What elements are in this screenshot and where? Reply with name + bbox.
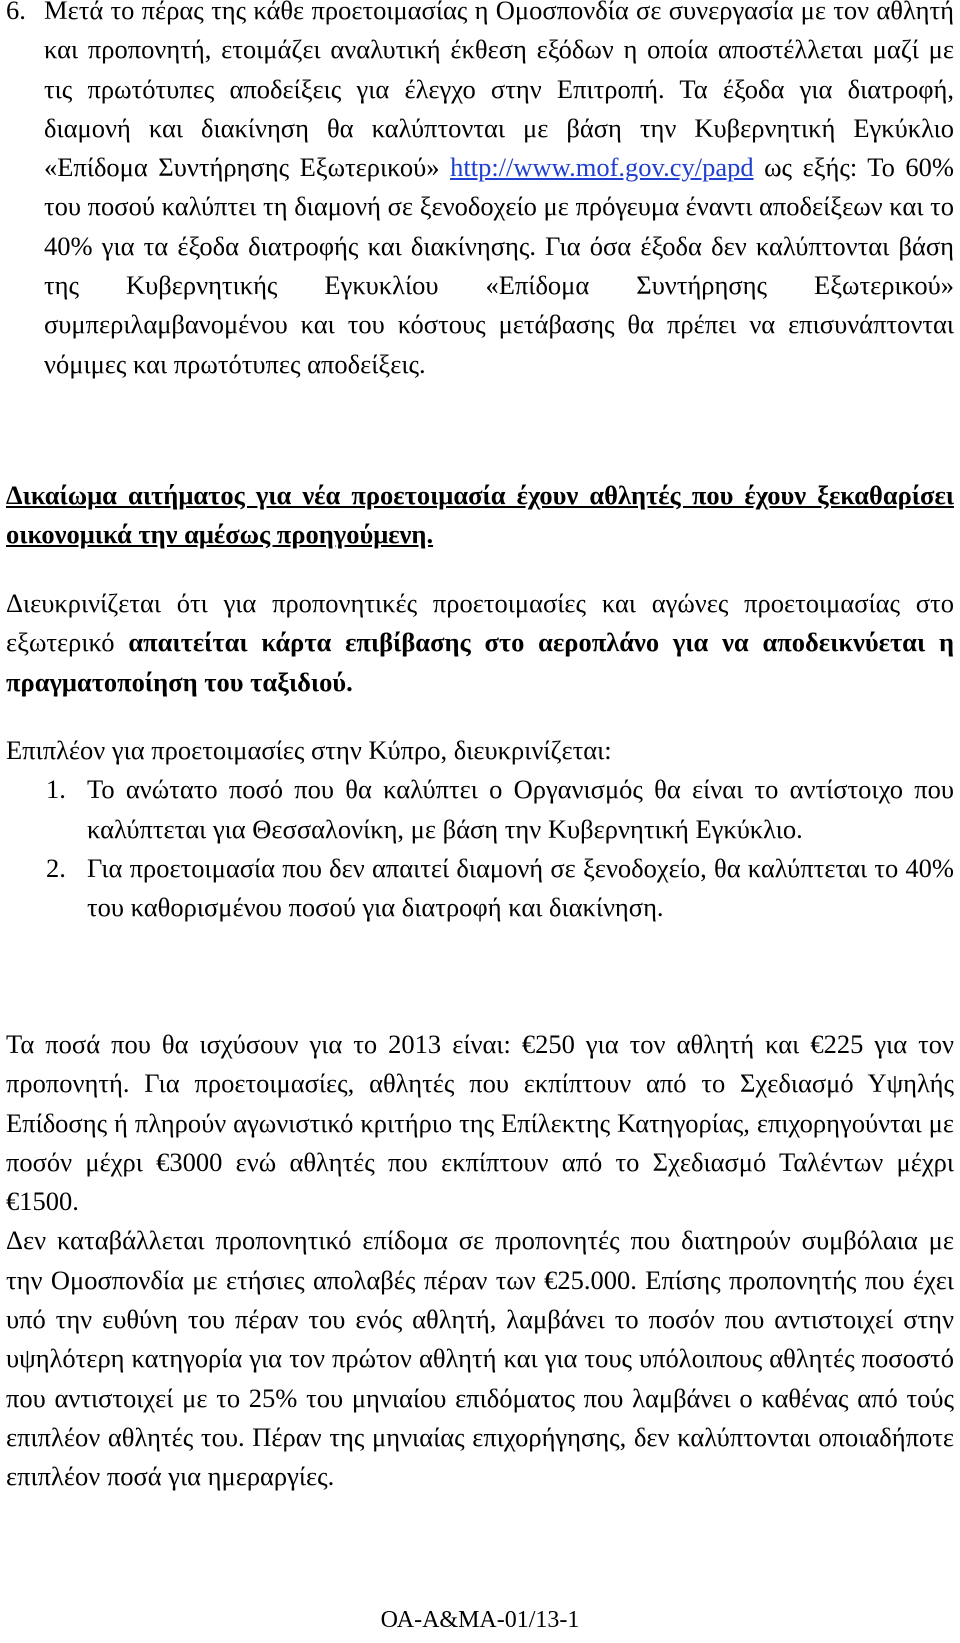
- cyprus-preparations-section: [6, 731, 954, 927]
- amounts-section: [6, 1025, 954, 1497]
- cyprus-intro: Επιπλέον για προετοιμασίες στην Κύπρο, διευκρινίζεται:: [6, 735, 612, 765]
- expense-report-paragraph: [44, 0, 954, 384]
- expense-report-text-continued: ως εξής: Το 60% του ποσού καλύπτει τη διαμονή σε ξενοδοχείο με πρόγευμα έναντι αποδείξεων και το 40% για τα έξοδα διατροφής και διακίνησης. Για όσα έξοδα δεν καλύπτονται βάση της Κυβερνητικής Εγκυκλίου «Επίδομα Συντήρησης Εξωτερικού» συμπεριλαμβανομένου και του κόστους μετάβασης θα πρέπει να επισυνάπτονται νόμιμες και πρωτότυπες αποδείξεις.: [44, 152, 954, 379]
- expense-report-text: Μετά το πέρας της κάθε προετοιμασίας η Ομοσπονδία σε συνεργασία με τον αθλητή και προπονητή, ετοιμάζει αναλυτική έκθεση εξόδων η οποία αποστέλλεται μαζί με τις πρωτότυπες αποδείξεις για έλεγχο στην Επιτροπή. Τα έξοδα για διατροφή, διαμονή και διακίνηση θα καλύπτονται με βάση την Κυβερνητική Εγκύκλιο «Επίδομα Συντήρησης Εξωτερικού»: [44, 0, 954, 183]
- list-item: [6, 849, 954, 928]
- boarding-pass-clarification: [6, 584, 954, 702]
- paragraph-number: 6.: [6, 0, 26, 25]
- document-code-footer: ΟΑ-Α&ΜΑ-01/13-1: [380, 1607, 580, 1633]
- cyprus-list: [6, 770, 954, 927]
- list-item-text: Για προετοιμασία που δεν απαιτεί διαμονή σε ξενοδοχείο, θα καλύπτεται το 40% του καθορισμένου ποσού για διατροφή και διακίνηση.: [87, 852, 954, 923]
- list-marker: 1.: [46, 774, 66, 805]
- mof-link[interactable]: http://www.mof.gov.cy/papd: [450, 152, 754, 183]
- amounts-paragraph: Τα ποσά που θα ισχύσουν για το 2013 είναι: €250 για τον αθλητή και €225 για τον προπονητή. Για προετοιμασίες, αθλητές που εκπίπτουν από το Σχεδιασμό Υψηλής Επίδοσης ή πληρούν αγωνιστικό κριτήριο της Επίλεκτης Κατηγορίας, επιχορηγούνται με ποσόν μέχρι €3000 ενώ αθλητές που εκπίπτουν από το Σχεδιασμό Ταλέντων μέχρι €1500.: [6, 1029, 954, 1217]
- clarification-text: Διευκρινίζεται ότι για προπονητικές προετοιμασίες και αγώνες προετοιμασίας στο εξωτερικό: [6, 588, 954, 658]
- numbered-paragraph-6: [6, 0, 954, 384]
- list-item-text: Το ανώτατο ποσό που θα καλύπτει ο Οργανισμός θα είναι το αντίστοιχο που καλύπτεται για Θεσσαλονίκη, με βάση την Κυβερνητική Εγκύκλιο.: [87, 774, 954, 844]
- new-preparation-rule: [6, 476, 954, 555]
- clarification-paragraph: [6, 584, 954, 702]
- new-preparation-heading: [6, 476, 954, 555]
- list-item: [6, 770, 954, 849]
- coach-allowance-paragraph: Δεν καταβάλλεται προπονητικό επίδομα σε προπονητές που διατηρούν συμβόλαια με την Ομοσπονδία με ετήσιες απολαβές πέραν των €25.000. Επίσης προπονητής που έχει υπό την ευθύνη του πέραν του ενός αθλητή, λαμβάνει το ποσόν που αντιστοιχεί στην υψηλότερη κατηγορία για τον πρώτον αθλητή και για τους υπόλοιπους αθλητές ποσοστό που αντιστοιχεί με το 25% του μηνιαίου επιδόματος που λαμβάνει ο καθένας από τούς επιπλέον αθλητές του. Πέραν της μηνιαίας επιχορήγησης, δεν καλύπτονται οποιαδήποτε επιπλέον ποσά για ημεραργίες.: [6, 1225, 954, 1492]
- list-marker: 2.: [46, 852, 66, 883]
- new-preparation-heading-text: Δικαίωμα αιτήματος για νέα προετοιμασία έχουν αθλητές που έχουν ξεκαθαρίσει οικονομικά την αμέσως προηγούμενη.: [6, 480, 954, 550]
- boarding-pass-requirement: απαιτείται κάρτα επιβίβασης στο αεροπλάνο για να αποδεικνύεται η πραγματοποίηση του ταξιδιού.: [6, 627, 954, 697]
